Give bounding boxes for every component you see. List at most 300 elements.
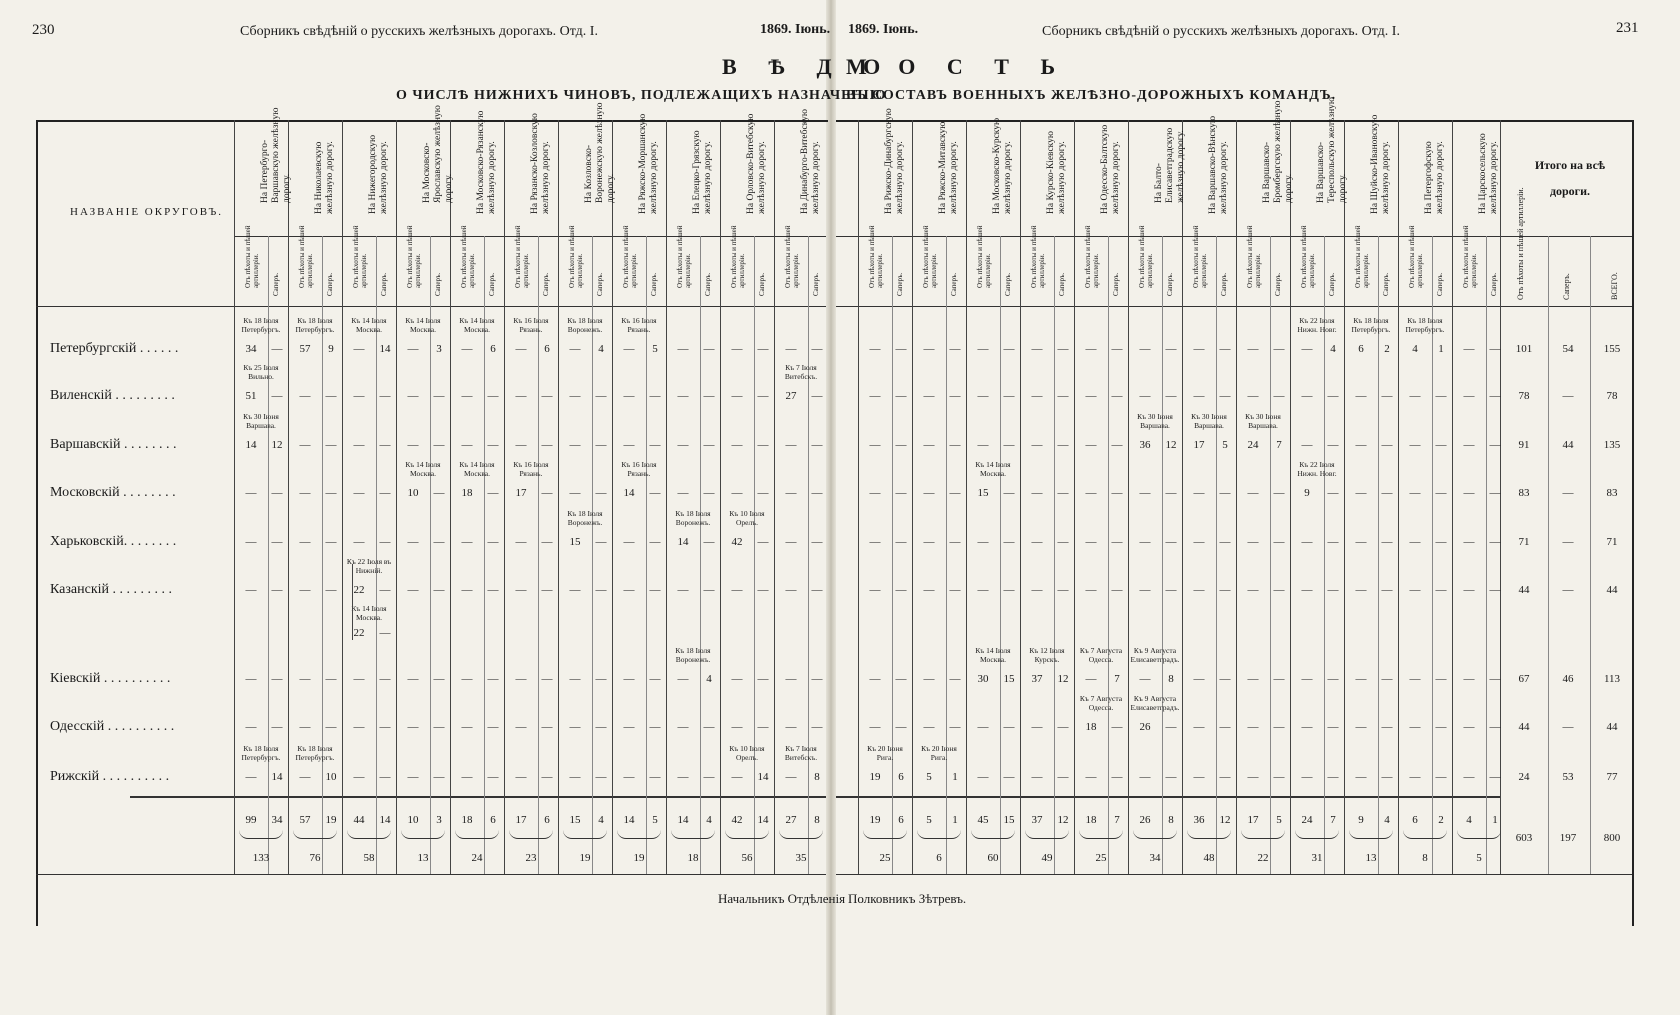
sum-infantry: 19	[869, 814, 881, 826]
empty-cell: —	[1409, 536, 1421, 548]
assignment-note: Къ 18 Іюля Петербургъ.	[1405, 316, 1445, 334]
empty-cell: —	[703, 390, 715, 402]
subtitle-left: О ЧИСЛѢ НИЖНИХЪ ЧИНОВЪ, ПОДЛЕЖАЩИХЪ НАЗНАЧЕНІЮ	[396, 88, 887, 103]
assignment-note: Къ 22 Іюля Нижн. Новг.	[1297, 460, 1337, 478]
road-heading	[1236, 100, 1294, 236]
subheading-sapper	[1000, 238, 1020, 306]
assignment-note: Къ 18 Іюля Воронежъ.	[675, 509, 711, 527]
grand-total: 603	[1515, 832, 1533, 844]
empty-cell: —	[785, 673, 797, 685]
empty-cell: —	[325, 584, 337, 596]
subheading-sapper	[700, 238, 720, 306]
empty-cell: —	[895, 673, 907, 685]
empty-cell: —	[811, 584, 823, 596]
empty-cell: —	[785, 584, 797, 596]
sapper-count: —	[271, 343, 283, 355]
empty-cell: —	[1435, 673, 1447, 685]
sum-road-total: 18	[687, 852, 699, 864]
empty-cell: —	[299, 487, 311, 499]
empty-cell: —	[487, 536, 499, 548]
sum-road-total: 19	[579, 852, 591, 864]
road-heading	[1290, 96, 1348, 236]
empty-cell: —	[299, 536, 311, 548]
assignment-note: Къ 20 Іюня Рига.	[921, 744, 957, 762]
sapper-count: 14	[271, 771, 283, 783]
assignment-note: Къ 30 Іюня Варшава.	[1245, 412, 1281, 430]
sum-infantry: 18	[1085, 814, 1097, 826]
sum-brace	[455, 830, 499, 839]
empty-cell: —	[1409, 439, 1421, 451]
empty-cell: —	[895, 536, 907, 548]
district-total: 101	[1515, 343, 1533, 355]
signature-right: Полковникъ Зѣтревъ.	[848, 891, 967, 906]
subheading-infantry	[966, 225, 1000, 306]
empty-cell: —	[515, 721, 527, 733]
empty-cell: —	[649, 673, 661, 685]
empty-cell: —	[1031, 771, 1043, 783]
empty-cell: —	[569, 390, 581, 402]
district-total: 155	[1603, 343, 1621, 355]
empty-cell: —	[541, 771, 553, 783]
empty-cell: —	[1435, 487, 1447, 499]
subheading-sapper	[592, 238, 612, 306]
road-heading-text: На Московско-Курскую желѣзную дорогу.	[992, 117, 1013, 214]
assignment-note: Къ 16 Іюля Рязань.	[621, 316, 657, 334]
assignment-note: Къ 9 Августа Елисаветградъ.	[1130, 646, 1180, 664]
subheading-infantry	[612, 225, 646, 306]
empty-cell: —	[1247, 536, 1259, 548]
empty-cell: —	[677, 390, 689, 402]
sum-brace	[779, 830, 823, 839]
empty-cell: —	[1381, 771, 1393, 783]
assignment-note: Къ 18 Іюля Петербургъ.	[295, 744, 335, 762]
empty-cell: —	[1139, 487, 1151, 499]
sum-brace	[863, 830, 907, 839]
assignment-note: Къ 14 Іюля Москва.	[351, 604, 387, 622]
infantry-count: 15	[569, 536, 581, 548]
infantry-count: 14	[677, 536, 689, 548]
empty-cell: —	[1273, 487, 1285, 499]
empty-cell: —	[353, 673, 365, 685]
road-heading	[1452, 124, 1506, 236]
page-number-left: 230	[32, 22, 55, 38]
sum-infantry: 6	[1412, 814, 1418, 826]
sum-sapper: 1	[1492, 814, 1498, 826]
road-heading	[1020, 124, 1074, 236]
empty-cell: —	[623, 721, 635, 733]
empty-cell: —	[757, 487, 769, 499]
district-total: 67	[1518, 673, 1530, 685]
grand-total: 800	[1603, 832, 1621, 844]
sapper-count: 10	[325, 771, 337, 783]
empty-cell: —	[949, 487, 961, 499]
district-total: 91	[1518, 439, 1530, 451]
subheading-infantry	[858, 225, 892, 306]
sum-brace	[725, 830, 769, 839]
empty-cell: —	[433, 536, 445, 548]
empty-cell: —	[811, 673, 823, 685]
empty-cell: —	[379, 487, 391, 499]
title-left: В Ѣ Д О	[722, 54, 894, 79]
subheading-text: Саперъ.	[1004, 272, 1012, 296]
subheading-text: Отъ пѣхоты и пѣшей артиллеріи.	[352, 225, 368, 288]
empty-cell: —	[623, 673, 635, 685]
sum-road-total: 19	[633, 852, 645, 864]
subheading-sapper	[1324, 238, 1344, 306]
sum-brace	[1241, 830, 1285, 839]
subheading-infantry	[1128, 225, 1162, 306]
empty-cell: —	[949, 584, 961, 596]
empty-cell: —	[407, 390, 419, 402]
empty-cell: —	[1111, 584, 1123, 596]
empty-cell: —	[1057, 771, 1069, 783]
subheading-text: Саперъ.	[1490, 272, 1498, 296]
sum-road-total: 5	[1476, 852, 1482, 864]
empty-cell: —	[1381, 673, 1393, 685]
district-total: —	[1562, 390, 1574, 402]
assignment-note: Къ 14 Іюля Москва.	[405, 316, 441, 334]
road-heading-text: На Варшавско-Тереспольскую желѣзную дорогу.	[1316, 96, 1348, 203]
empty-cell: —	[1085, 439, 1097, 451]
subheading-text: Саперъ.	[704, 272, 712, 296]
empty-cell: —	[1327, 390, 1339, 402]
empty-cell: —	[757, 673, 769, 685]
signature-left: Начальникъ Отдѣленія	[718, 891, 846, 906]
empty-cell: —	[299, 390, 311, 402]
assignment-note: Къ 14 Іюля Москва.	[459, 460, 495, 478]
empty-cell: —	[895, 390, 907, 402]
sapper-count: 7	[1276, 439, 1282, 451]
sapper-count: 4	[706, 673, 712, 685]
empty-cell: —	[731, 673, 743, 685]
empty-cell: —	[299, 673, 311, 685]
subheading-infantry	[288, 225, 322, 306]
empty-cell: —	[487, 390, 499, 402]
empty-cell: —	[1031, 343, 1043, 355]
infantry-count: —	[407, 343, 419, 355]
subheading-text: Отъ пѣхоты и пѣшей артиллеріи.	[1354, 225, 1370, 288]
empty-cell: —	[1003, 721, 1015, 733]
empty-cell: —	[1247, 390, 1259, 402]
subheading-text: Саперъ.	[1058, 272, 1066, 296]
empty-cell: —	[1489, 439, 1501, 451]
empty-cell: —	[1327, 584, 1339, 596]
empty-cell: —	[379, 721, 391, 733]
empty-cell: —	[1435, 584, 1447, 596]
empty-cell: —	[407, 584, 419, 596]
road-heading-text: На Рязанско-Козловскую желѣзную дорогу.	[530, 113, 551, 214]
subheading-sapper	[268, 238, 288, 306]
empty-cell: —	[1111, 487, 1123, 499]
infantry-count: 4	[1412, 343, 1418, 355]
subheading-infantry	[558, 225, 592, 306]
infantry-count: 17	[1193, 439, 1205, 451]
empty-cell: —	[649, 439, 661, 451]
road-heading	[558, 102, 616, 236]
sapper-count: 1	[1438, 343, 1444, 355]
empty-cell: —	[1489, 584, 1501, 596]
subheading-sapper	[1486, 238, 1506, 306]
road-heading	[966, 117, 1020, 236]
subheading-infantry	[396, 225, 430, 306]
infantry-count: 27	[785, 390, 797, 402]
title-right: М О С Т Ь	[846, 54, 1068, 79]
empty-cell: —	[703, 487, 715, 499]
district-name: Харьковскій. . . . . . . .	[50, 534, 177, 549]
empty-cell: —	[1381, 536, 1393, 548]
empty-cell: —	[1003, 343, 1015, 355]
sum-road-total: 24	[471, 852, 483, 864]
infantry-count: —	[677, 673, 689, 685]
empty-cell: —	[1139, 536, 1151, 548]
empty-cell: —	[895, 721, 907, 733]
empty-cell: —	[1057, 390, 1069, 402]
infantry-count: 14	[623, 487, 635, 499]
assignment-note: Къ 12 Іюля Курскъ.	[1029, 646, 1065, 664]
district-name: Московскій . . . . . . . .	[50, 485, 176, 500]
empty-cell: —	[623, 584, 635, 596]
infantry-count: —	[245, 771, 257, 783]
empty-cell: —	[1247, 771, 1259, 783]
empty-cell: —	[461, 439, 473, 451]
empty-cell: —	[433, 584, 445, 596]
subheading-sapper	[484, 238, 504, 306]
empty-cell: —	[785, 439, 797, 451]
sapper-count: 6	[490, 343, 496, 355]
empty-cell: —	[1489, 673, 1501, 685]
sapper-count: —	[1327, 487, 1339, 499]
empty-cell: —	[703, 721, 715, 733]
sum-brace	[617, 830, 661, 839]
subheading-text: Саперъ.	[950, 272, 958, 296]
assignment-note: Къ 16 Іюля Рязань.	[513, 460, 549, 478]
subheading-infantry	[1236, 225, 1270, 306]
assignment-note: Къ 9 Августа Елисаветградъ.	[1130, 694, 1180, 712]
empty-cell: —	[623, 390, 635, 402]
empty-cell: —	[949, 343, 961, 355]
subheading-sapper	[376, 238, 396, 306]
road-heading	[1182, 115, 1236, 236]
empty-cell: —	[541, 584, 553, 596]
empty-cell: —	[1247, 584, 1259, 596]
empty-cell: —	[1219, 721, 1231, 733]
infantry-count: 14	[245, 439, 257, 451]
empty-cell: —	[1435, 771, 1447, 783]
district-name: Казанскій . . . . . . . . .	[50, 582, 173, 597]
district-total: —	[1562, 487, 1574, 499]
empty-cell: —	[407, 439, 419, 451]
empty-cell: —	[461, 584, 473, 596]
empty-cell: —	[325, 439, 337, 451]
empty-cell: —	[1165, 584, 1177, 596]
sum-sapper: 7	[1330, 814, 1336, 826]
sum-sapper: 1	[952, 814, 958, 826]
empty-cell: —	[949, 721, 961, 733]
empty-cell: —	[1301, 673, 1313, 685]
assignment-note: Къ 14 Іюля Москва.	[975, 460, 1011, 478]
district-heading: НАЗВАНІЕ ОКРУГОВЪ.	[70, 206, 223, 218]
subheading-text: Отъ пѣхоты и пѣшей артиллеріи.	[1030, 225, 1046, 288]
empty-cell: —	[1409, 584, 1421, 596]
empty-cell: —	[353, 536, 365, 548]
empty-cell: —	[1139, 771, 1151, 783]
road-heading-text: На Курско-Кіевскую желѣзную дорогу.	[1046, 130, 1067, 214]
sum-brace	[1403, 830, 1447, 839]
road-heading-text: На Московско-Ярославскую желѣзную дорогу.	[422, 105, 454, 203]
district-total: 44	[1518, 584, 1530, 596]
sum-brace	[293, 830, 337, 839]
road-heading-text: На Варшавско-Вѣнскую желѣзную дорогу.	[1208, 115, 1229, 214]
empty-cell: —	[407, 673, 419, 685]
empty-cell: —	[785, 536, 797, 548]
empty-cell: —	[1355, 390, 1367, 402]
sapper-count: —	[703, 536, 715, 548]
subheading-infantry	[450, 225, 484, 306]
empty-cell: —	[1463, 390, 1475, 402]
empty-cell: —	[271, 673, 283, 685]
empty-cell: —	[1165, 536, 1177, 548]
empty-cell: —	[1247, 721, 1259, 733]
empty-cell: —	[1463, 487, 1475, 499]
empty-cell: —	[731, 439, 743, 451]
sum-infantry: 14	[623, 814, 635, 826]
empty-cell: —	[1247, 487, 1259, 499]
empty-cell: —	[1219, 673, 1231, 685]
empty-cell: —	[977, 439, 989, 451]
sum-road-total: 8	[1422, 852, 1428, 864]
subheading-text: Отъ пѣхоты и пѣшей артиллеріи.	[460, 225, 476, 288]
empty-cell: —	[1409, 390, 1421, 402]
sum-brace	[671, 830, 715, 839]
infantry-count: 24	[1247, 439, 1259, 451]
empty-cell: —	[595, 673, 607, 685]
district-total: 77	[1606, 771, 1618, 783]
subheading-sapper	[1216, 238, 1236, 306]
sapper-count: —	[757, 536, 769, 548]
sapper-count: 14	[757, 771, 769, 783]
empty-cell: —	[869, 487, 881, 499]
sum-brace	[1457, 830, 1501, 839]
empty-cell: —	[1111, 343, 1123, 355]
empty-cell: —	[515, 439, 527, 451]
subheading-text: Отъ пѣхоты и пѣшей артиллеріи.	[730, 225, 746, 288]
empty-cell: —	[325, 673, 337, 685]
empty-cell: —	[433, 721, 445, 733]
empty-cell: —	[923, 390, 935, 402]
subheading-text: Отъ пѣхоты и пѣшей артиллеріи.	[1408, 225, 1424, 288]
empty-cell: —	[433, 390, 445, 402]
sum-infantry: 9	[1358, 814, 1364, 826]
subheading-text: Отъ пѣхоты и пѣшей артиллеріи.	[298, 225, 314, 288]
subheader-rule	[36, 306, 826, 307]
empty-cell: —	[1193, 343, 1205, 355]
empty-cell: —	[353, 390, 365, 402]
empty-cell: —	[1273, 673, 1285, 685]
sum-road-total: 49	[1041, 852, 1053, 864]
sum-brace	[1349, 830, 1393, 839]
empty-cell: —	[1219, 536, 1231, 548]
empty-cell: —	[677, 771, 689, 783]
infantry-count: 15	[977, 487, 989, 499]
subheading-text: Отъ пѣхоты и пѣшей артиллеріи.	[784, 225, 800, 288]
empty-cell: —	[1057, 536, 1069, 548]
empty-cell: —	[811, 487, 823, 499]
empty-cell: —	[1409, 673, 1421, 685]
empty-cell: —	[515, 584, 527, 596]
subheading-sapper	[1432, 238, 1452, 306]
sapper-count: —	[379, 584, 391, 596]
empty-cell: —	[1409, 721, 1421, 733]
subheading-text: Саперъ.	[1166, 272, 1174, 296]
sum-sapper: 6	[544, 814, 550, 826]
empty-cell: —	[1463, 536, 1475, 548]
empty-cell: —	[245, 584, 257, 596]
sum-sapper: 6	[898, 814, 904, 826]
empty-cell: —	[623, 771, 635, 783]
empty-cell: —	[1057, 584, 1069, 596]
empty-cell: —	[541, 721, 553, 733]
infantry-count: 18	[1085, 721, 1097, 733]
empty-cell: —	[649, 390, 661, 402]
empty-cell: —	[757, 721, 769, 733]
sum-infantry: 26	[1139, 814, 1151, 826]
subheading-sapper	[1108, 238, 1128, 306]
empty-cell: —	[1003, 771, 1015, 783]
subheading-sapper	[538, 238, 558, 306]
road-heading-text: На Николаевскую желѣзную дорогу.	[314, 141, 335, 214]
empty-cell: —	[977, 536, 989, 548]
infantry-count: —	[1139, 673, 1151, 685]
infantry-count: —	[1301, 343, 1313, 355]
empty-cell: —	[977, 343, 989, 355]
assignment-note: Къ 10 Іюля Орелъ.	[729, 744, 765, 762]
district-total: 113	[1603, 673, 1621, 685]
empty-cell: —	[1219, 390, 1231, 402]
sum-brace	[347, 830, 391, 839]
subheading-text: Саперъ.	[596, 272, 604, 296]
running-title-left: Сборникъ свѣдѣній о русскихъ желѣзныхъ дорогахъ. Отд. I.	[240, 24, 598, 39]
empty-cell: —	[407, 721, 419, 733]
sum-infantry: 4	[1466, 814, 1472, 826]
empty-cell: —	[1463, 584, 1475, 596]
empty-cell: —	[1409, 771, 1421, 783]
subheading-text: Отъ пѣхоты и пѣшей артиллеріи.	[568, 225, 584, 288]
empty-cell: —	[895, 343, 907, 355]
road-heading-text: На Петербурго-Варшавскую желѣзную дорогу.	[260, 107, 292, 203]
empty-cell: —	[595, 390, 607, 402]
subheading-infantry	[504, 225, 538, 306]
empty-cell: —	[541, 439, 553, 451]
empty-cell: —	[869, 439, 881, 451]
subheading-text: Саперъ.	[758, 272, 766, 296]
sum-road-total: 25	[879, 852, 891, 864]
assignment-note: Къ 14 Іюля Москва.	[459, 316, 495, 334]
sum-sapper: 15	[1003, 814, 1015, 826]
empty-cell: —	[785, 487, 797, 499]
infantry-count: 5	[926, 771, 932, 783]
empty-cell: —	[895, 487, 907, 499]
subheading-text: Отъ пѣхоты и пѣшей артиллеріи.	[1192, 225, 1208, 288]
empty-cell: —	[379, 673, 391, 685]
sum-road-total: 133	[252, 852, 270, 864]
assignment-note: Къ 18 Іюля Воронежъ.	[675, 646, 711, 664]
empty-cell: —	[731, 584, 743, 596]
page-number-right: 231	[1616, 20, 1639, 36]
empty-cell: —	[1085, 536, 1097, 548]
road-heading	[450, 110, 504, 236]
sum-brace	[239, 830, 283, 839]
empty-cell: —	[569, 487, 581, 499]
